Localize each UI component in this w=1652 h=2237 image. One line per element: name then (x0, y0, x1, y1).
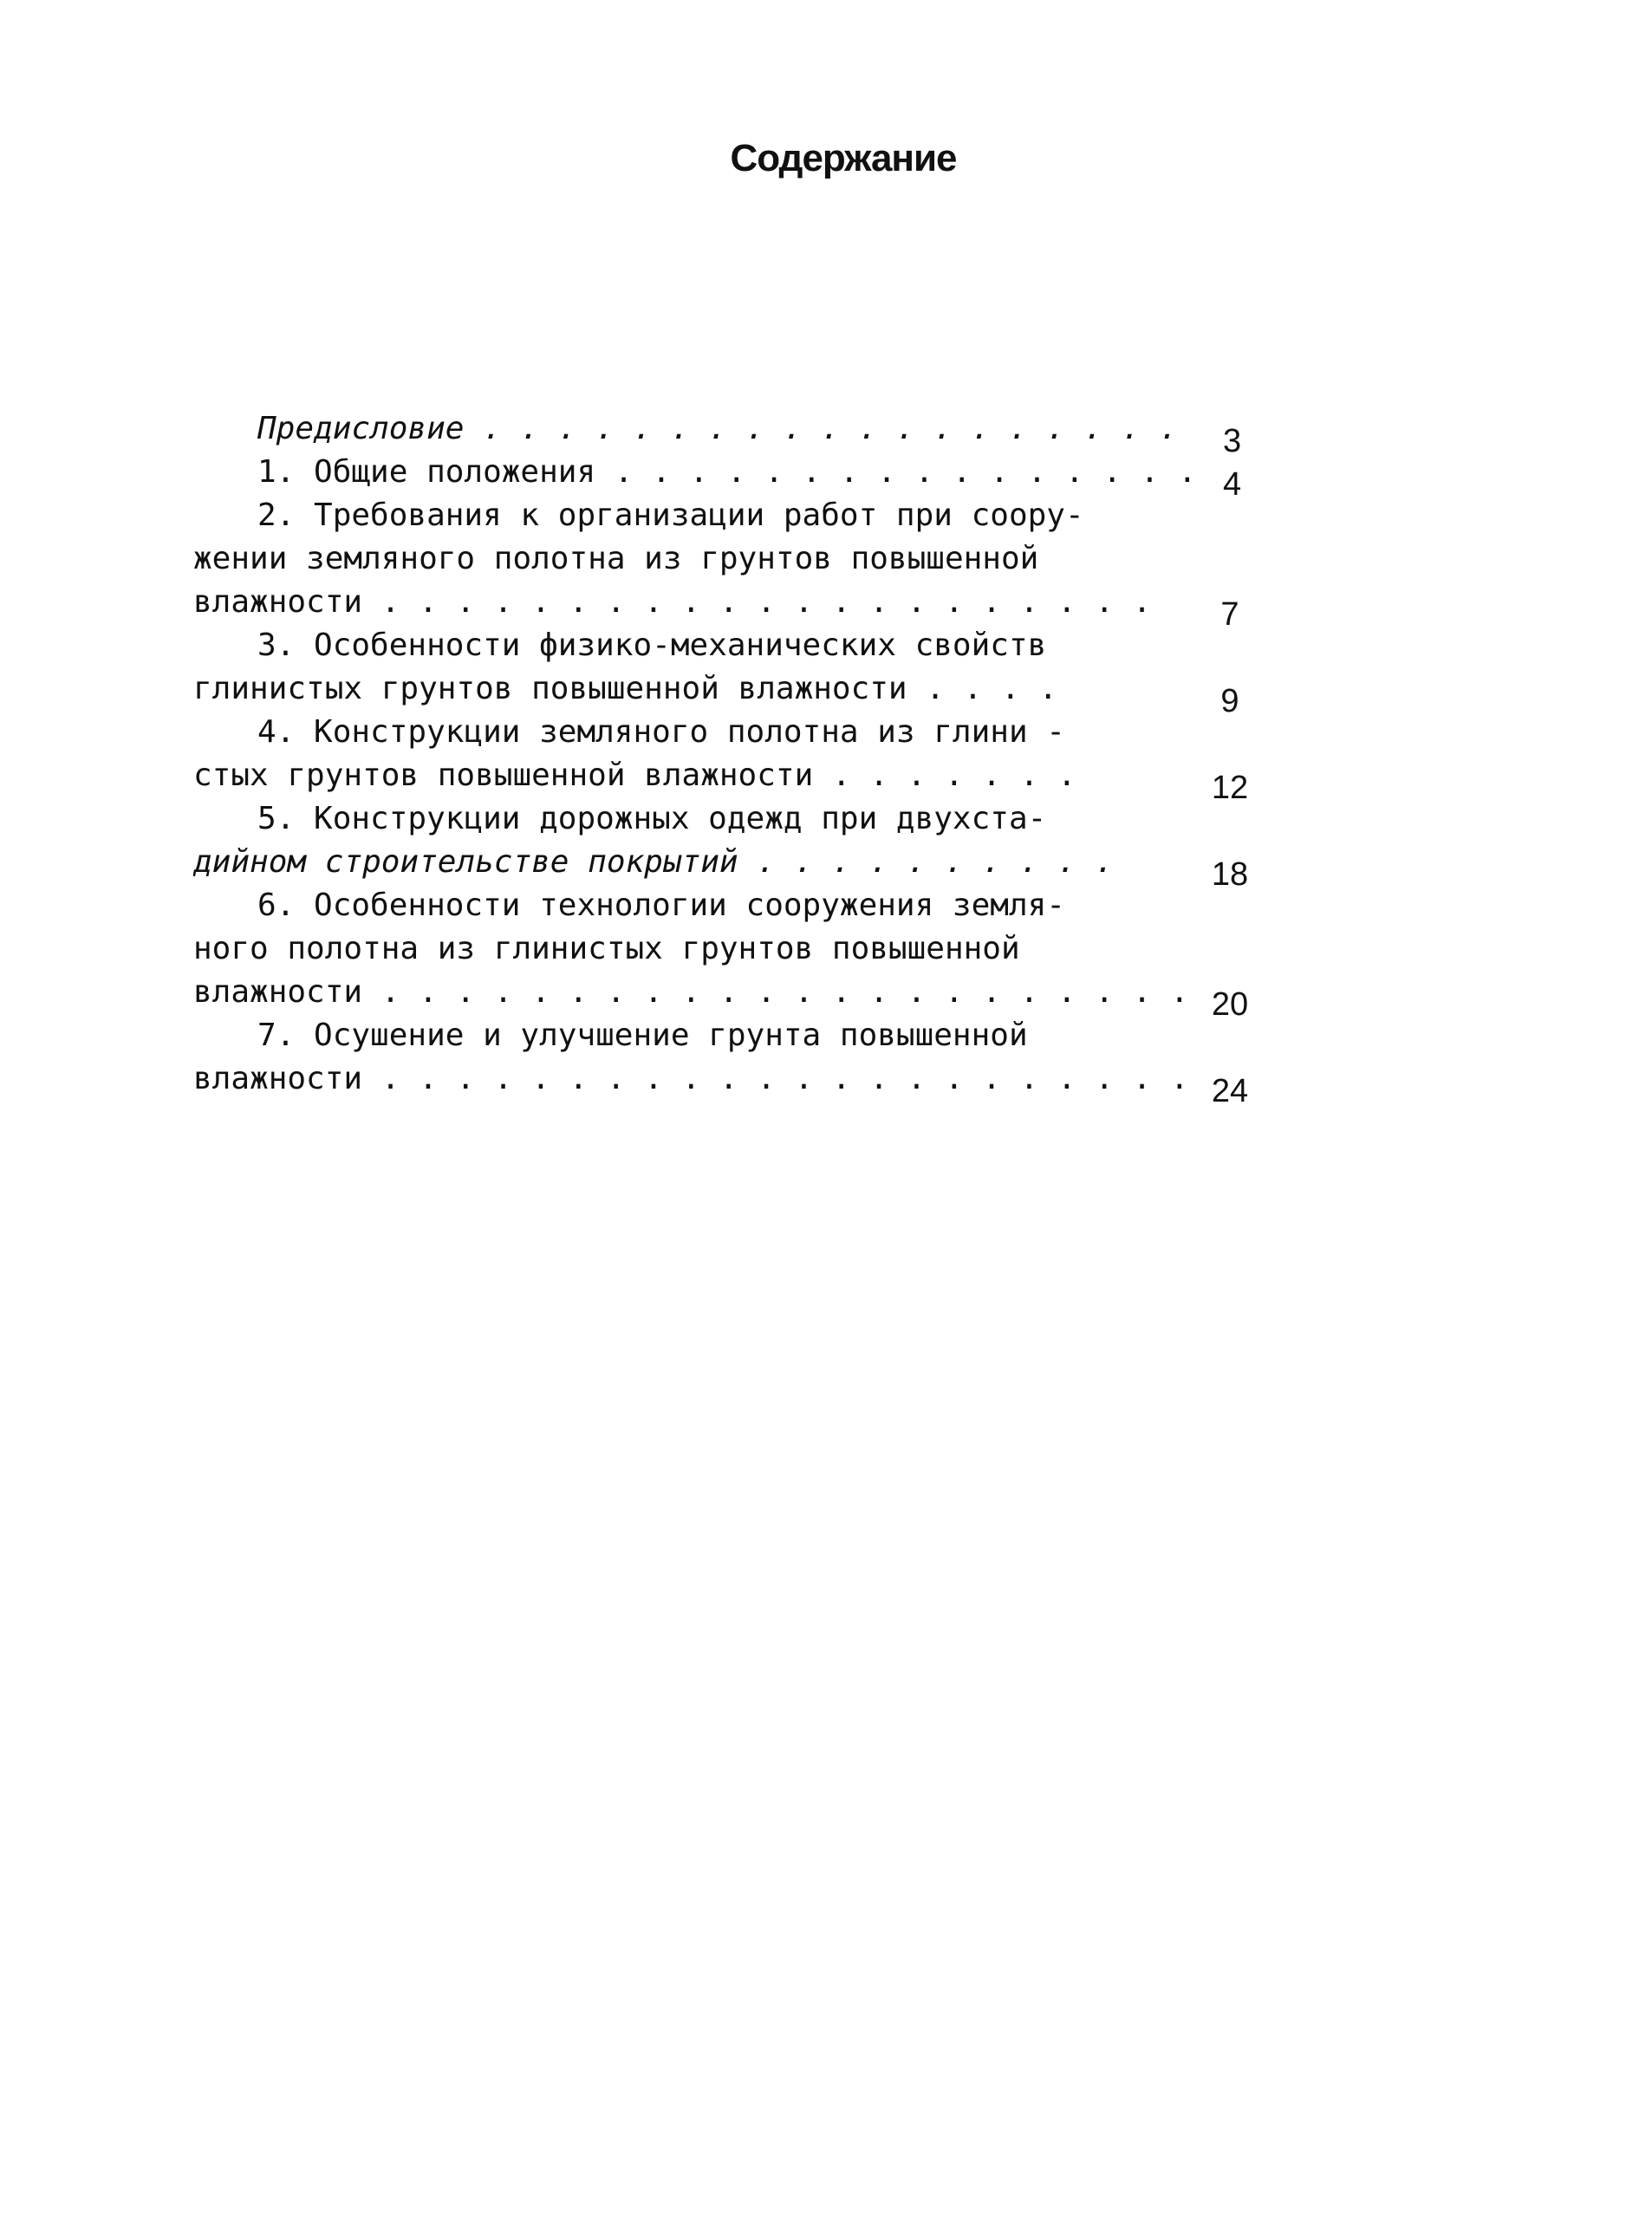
toc-line (193, 754, 1268, 806)
toc-page-number: 24 (1211, 1073, 1249, 1109)
toc-entry-text: 4. Конструкции земляного полотна из глини - (257, 714, 1065, 750)
toc-entry-text: жении земляного полотна из грунтов повышенной (193, 541, 1039, 576)
toc-entry-text: влажности . . . . . . . . . . . . . . . . . . . . . . (193, 974, 1189, 1010)
toc-page-number: 18 (1211, 856, 1249, 893)
toc-line (193, 711, 1268, 754)
toc-entry-text: глинистых грунтов повышенной влажности . . . . (193, 671, 1057, 706)
toc-entry-text: 5. Конструкции дорожных одежд при двухста- (257, 801, 1047, 836)
toc-entry-text: 2. Требования к организации работ при соору- (257, 497, 1084, 533)
toc-entry-text: дийном строительстве покрытий . . . . . . . . . . (193, 844, 1115, 880)
toc-page-number: 3 (1223, 423, 1242, 459)
toc-line (193, 667, 1268, 719)
toc-line (193, 1014, 1268, 1057)
toc-line (193, 494, 1268, 537)
toc-entry-text: стых грунтов повышенной влажности . . . . . . . (193, 758, 1076, 793)
toc-page-number: 7 (1220, 596, 1239, 633)
toc-line (193, 624, 1268, 667)
toc-entry-text: ного полотна из глинистых грунтов повышенной (193, 931, 1020, 966)
toc-line (193, 927, 1268, 971)
toc-page-number: 12 (1211, 770, 1249, 806)
toc-entry-text: влажности . . . . . . . . . . . . . . . . . . . . . (193, 584, 1152, 620)
toc-entry-text: 3. Особенности физико-механических свойств (257, 628, 1047, 663)
toc-entry-text: 7. Осушение и улучшение грунта повышенной (257, 1018, 1028, 1053)
toc-entry-text: 6. Особенности технологии сооружения земля- (257, 888, 1065, 923)
toc-line (193, 797, 1268, 841)
toc-line (193, 1057, 1268, 1109)
toc-entry-text: 1. Общие положения . . . . . . . . . . . . . . . . (257, 454, 1197, 490)
toc-entry-text: влажности . . . . . . . . . . . . . . . . . . . . . . (193, 1061, 1189, 1096)
toc-line (193, 884, 1268, 927)
toc-line (193, 407, 1268, 459)
toc-page-number: 9 (1220, 683, 1239, 719)
toc-line (193, 581, 1268, 633)
toc-page-number: 4 (1223, 466, 1242, 503)
toc-page-number: 20 (1211, 986, 1249, 1023)
table-of-contents (193, 407, 1268, 1109)
toc-entry-text: Предисловие . . . . . . . . . . . . . . . . . . . (257, 411, 1179, 446)
toc-line (193, 971, 1268, 1023)
toc-line (193, 841, 1268, 893)
toc-line (193, 451, 1268, 503)
toc-line (193, 537, 1268, 581)
page-title: Содержание (730, 137, 957, 179)
